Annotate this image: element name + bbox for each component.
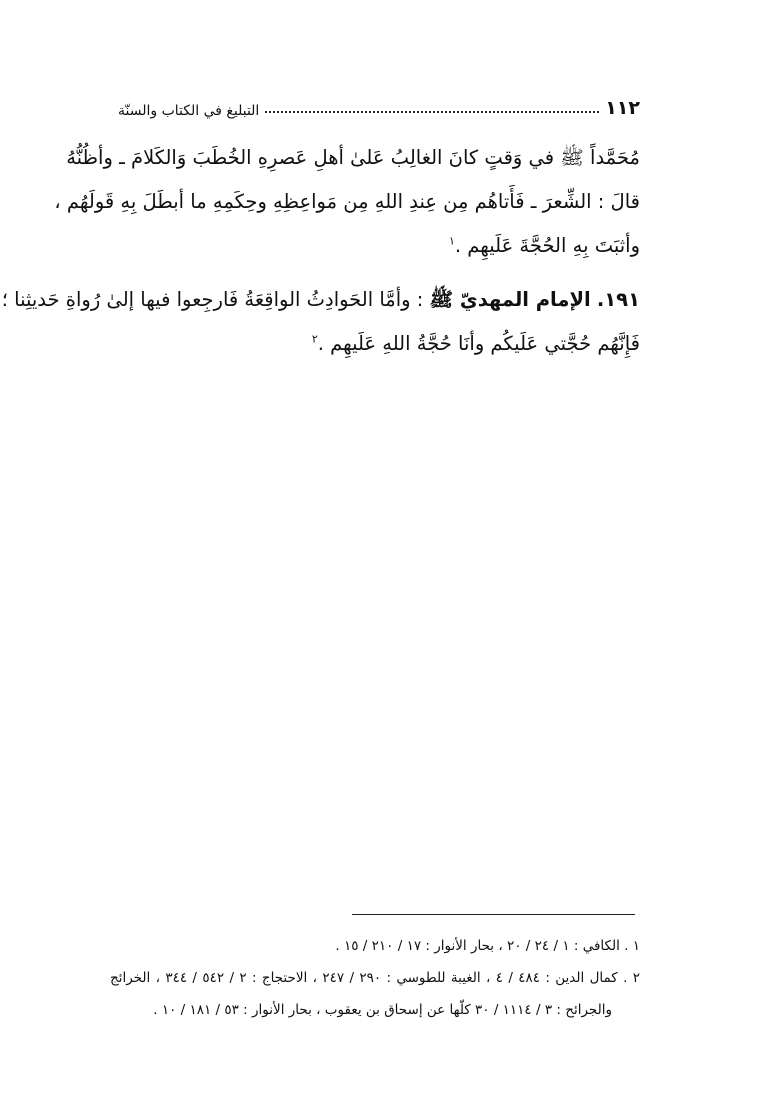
footnote-2-continuation: والجرائح : ٣ / ١١١٤ / ٣٠ كلّها عن إسحاق بن يعقوب ، بحار الأنوار : ٥٣ / ١٨١ / ١٠ . bbox=[153, 1002, 612, 1018]
footnote-1: ١ . الكافي : ١ / ٢٤ / ٢٠ ، بحار الأنوار : ١٧ / ٢١٠ / ١٥ . bbox=[335, 938, 640, 954]
paragraph-continuation bbox=[54, 136, 640, 268]
footnotes bbox=[110, 930, 640, 1026]
footnote-ref-1: ١ bbox=[448, 234, 455, 248]
running-title: التبليغ في الكتاب والسنّة bbox=[118, 103, 260, 119]
footnote-ref-2: ٢ bbox=[311, 332, 318, 346]
hadith-entry-191 bbox=[1, 278, 640, 366]
hadith-text: فَإِنَّهُم حُجَّتي عَلَيكُم وأنَا حُجَّةُ اللهِ عَلَيهِم . bbox=[317, 332, 640, 355]
text-line bbox=[118, 224, 640, 268]
main-text bbox=[1, 136, 640, 366]
hadith-text: : وأمَّا الحَوادِثُ الواقِعَةُ فَارجِعوا فيها إلىٰ رُواةِ حَديثِنا ؛ bbox=[1, 288, 424, 311]
text-line: قالَ : الشِّعرَ ـ فَأَتاهُم مِن عِندِ اللهِ مِن مَواعِظِهِ وحِكَمِهِ ما أبطَلَ بِهِ قَولَهُم ، bbox=[54, 190, 640, 213]
text-line: مُحَمَّداً ﷺ في وَقتٍ كانَ الغالِبُ عَلىٰ أهلِ عَصرِهِ الخُطَبَ وَالكَلامَ ـ وأظُنُّهُ bbox=[66, 146, 640, 169]
text-line-content: وأثبَتَ بِهِ الحُجَّةَ عَلَيهِم . bbox=[454, 234, 640, 257]
footnote-separator bbox=[352, 914, 635, 915]
page-number: ١١٢ bbox=[605, 97, 640, 119]
running-header bbox=[118, 92, 640, 118]
text-line bbox=[118, 322, 640, 366]
footnote-2: ٢ . كمال الدين : ٤٨٤ / ٤ ، الغيبة للطوسي : ٢٩٠ / ٢٤٧ ، الاحتجاج : ٢ / ٥٤٢ / ٣٤٤ ، الخرائج bbox=[110, 970, 640, 986]
header-leader-dots bbox=[265, 110, 599, 113]
hadith-number: ١٩١. bbox=[596, 288, 640, 311]
hadith-speaker: الإمام المهديّ ﷺ bbox=[429, 288, 591, 311]
text-line bbox=[1, 278, 640, 322]
